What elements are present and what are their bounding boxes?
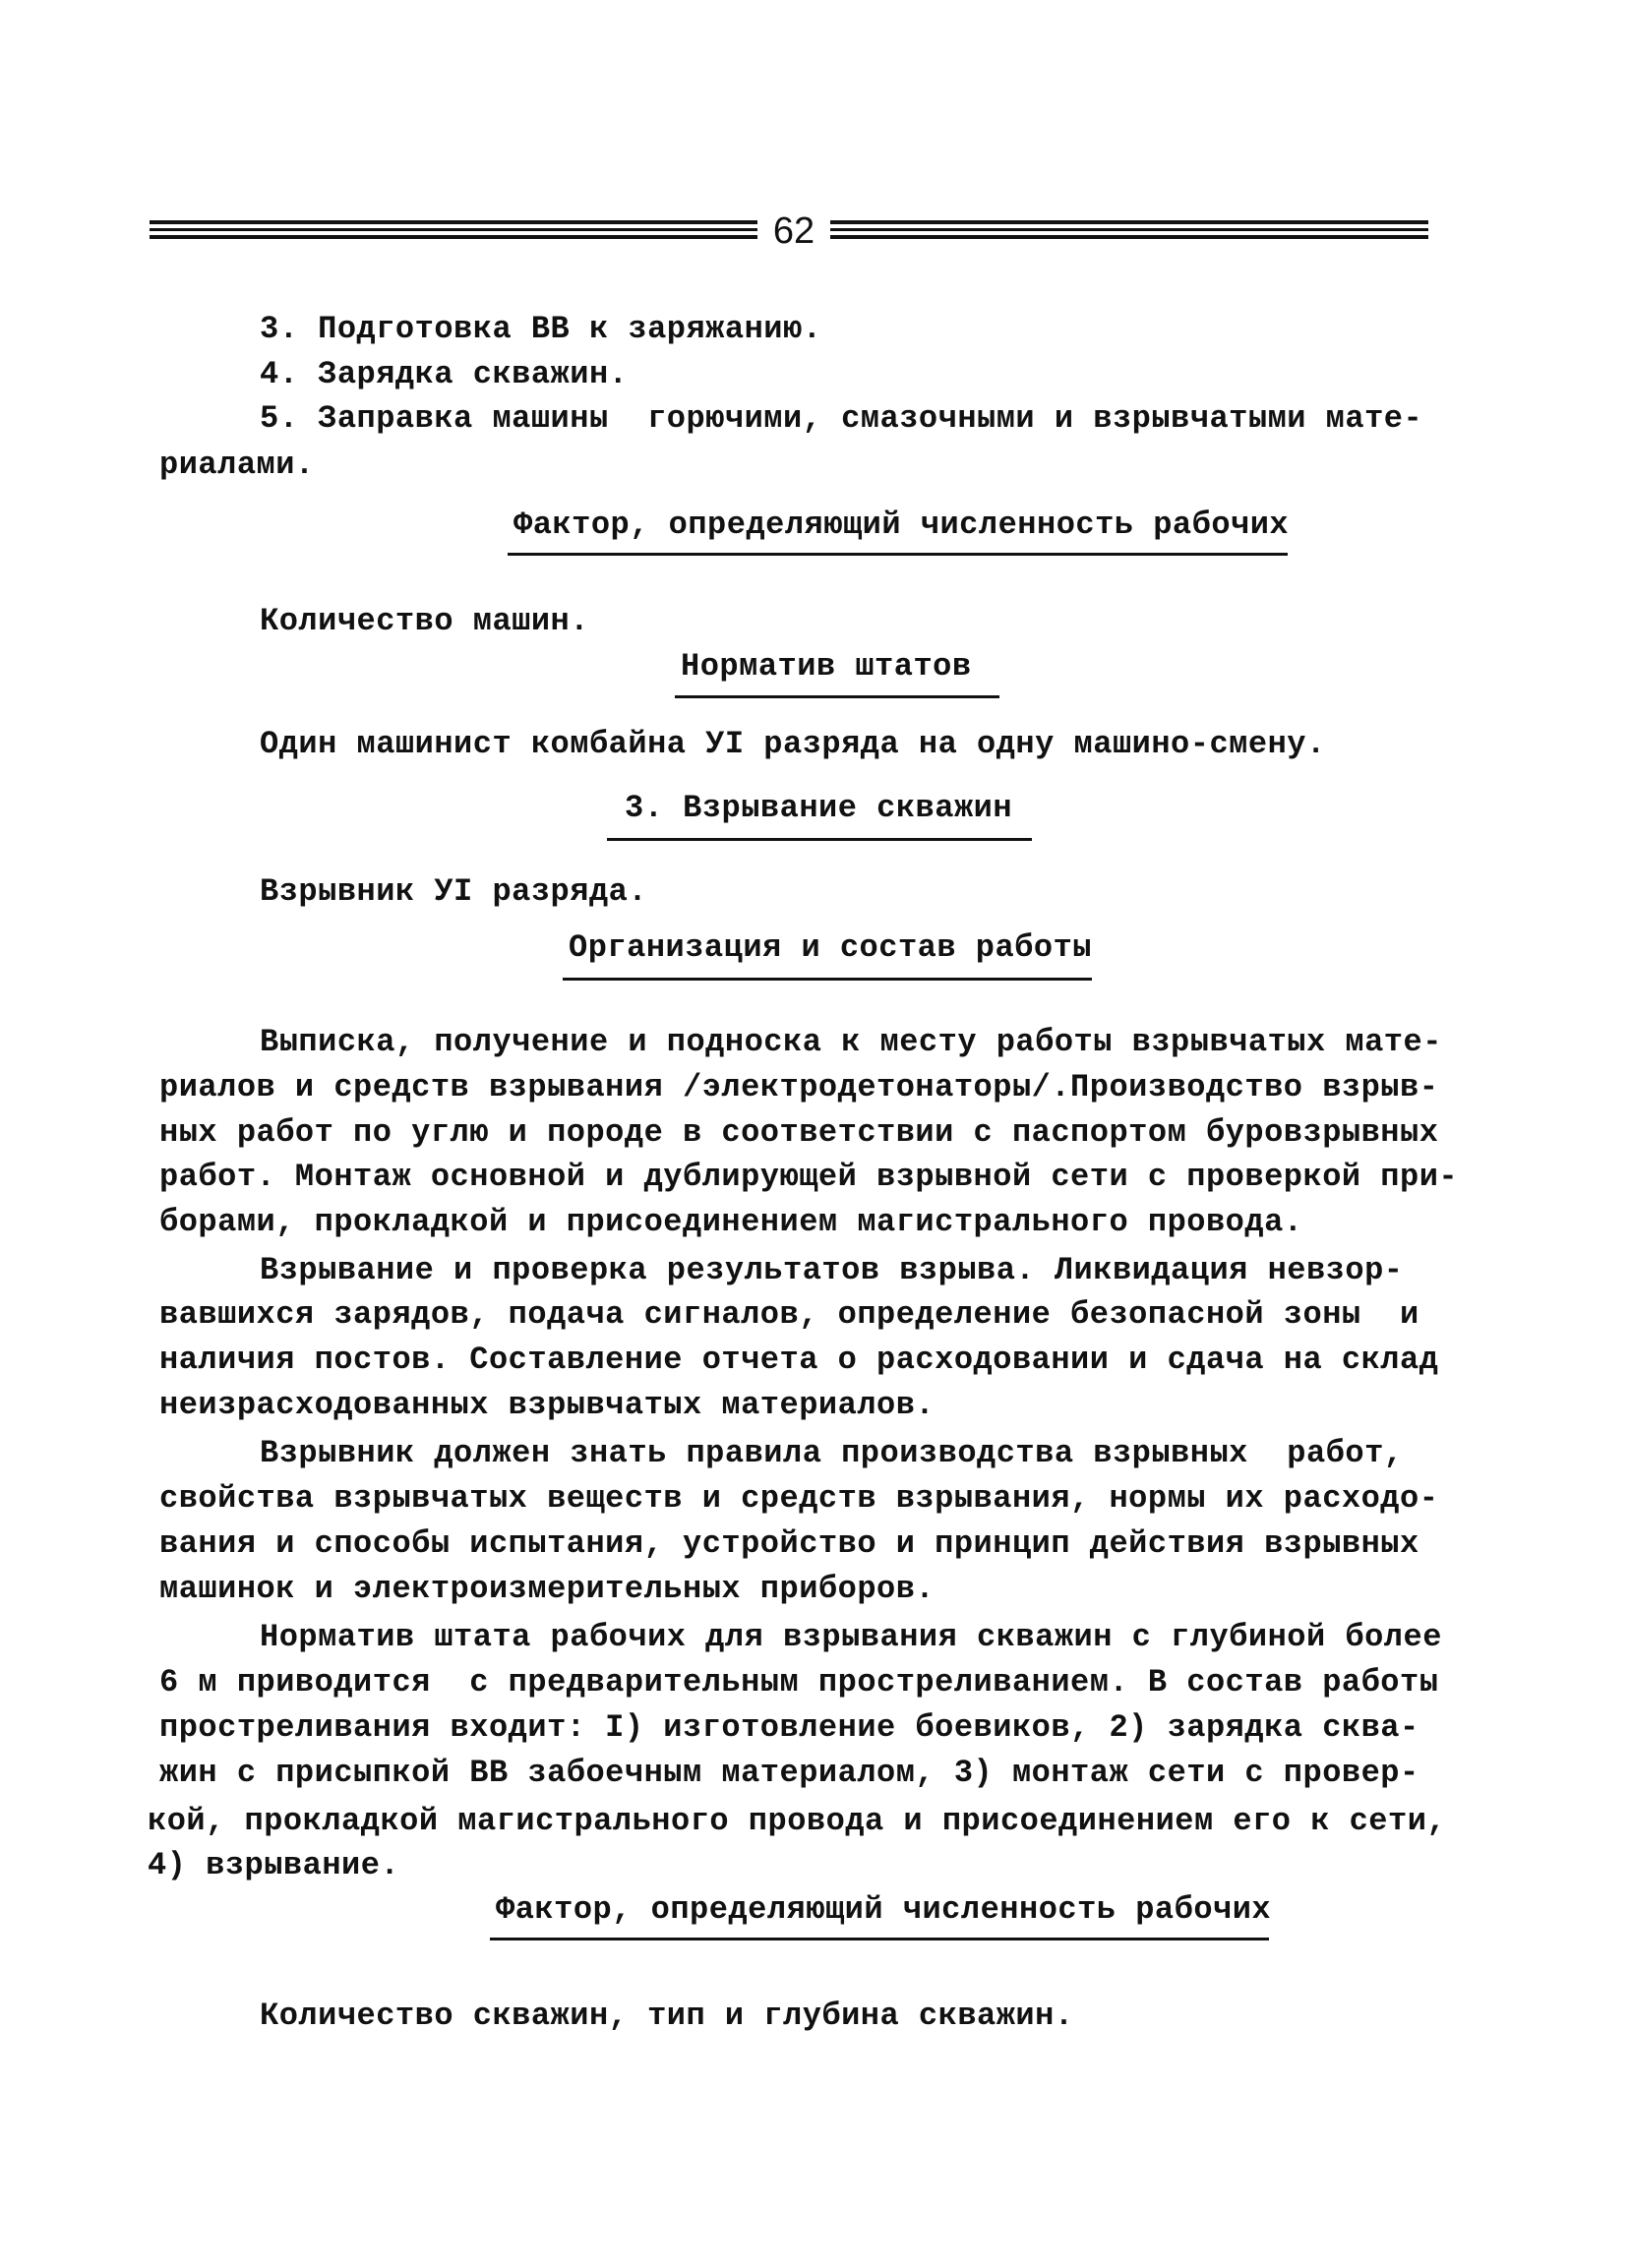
heading-underline bbox=[563, 978, 1092, 981]
paragraph-line: ных работ по углю и породе в соответствии с паспортом буровзрывных bbox=[159, 1114, 1439, 1151]
heading-underline bbox=[490, 1938, 1269, 1940]
section-heading: Фактор, определяющий численность рабочих bbox=[496, 1891, 1272, 1928]
list-item-continuation: риалами. bbox=[159, 447, 315, 483]
section-heading: Фактор, определяющий численность рабочих bbox=[513, 507, 1290, 543]
header-rule-left bbox=[150, 220, 757, 240]
page-number: 62 bbox=[772, 210, 815, 252]
heading-underline bbox=[607, 838, 1032, 841]
list-item: 4. Зарядка скважин. bbox=[260, 356, 629, 392]
paragraph-line: машинок и электроизмерительных приборов. bbox=[159, 1571, 936, 1607]
paragraph-line: Норматив штата рабочих для взрывания скважин с глубиной более bbox=[260, 1619, 1442, 1655]
paragraph-line: вания и способы испытания, устройство и принцип действия взрывных bbox=[159, 1525, 1419, 1562]
section-heading: Норматив штатов bbox=[681, 648, 972, 685]
paragraph-line: жин с присыпкой ВВ забоечным материалом, 3) монтаж сети с провер- bbox=[159, 1755, 1419, 1791]
paragraph-line: борами, прокладкой и присоединением магистрального провода. bbox=[159, 1204, 1303, 1240]
paragraph-line: риалов и средств взрывания /электродетонаторы/.Производство взрыв- bbox=[159, 1069, 1439, 1105]
section-heading: Организация и состав работы bbox=[569, 929, 1092, 966]
list-item: 5. Заправка машины горючими, смазочными и взрывчатыми мате- bbox=[260, 400, 1423, 437]
paragraph-line: 6 м приводится с предварительным простреливанием. В состав работы bbox=[159, 1664, 1439, 1701]
paragraph-line: 4) взрывание. bbox=[148, 1847, 400, 1883]
paragraph-line: Взрывание и проверка результатов взрыва. Ликвидация невзор- bbox=[260, 1252, 1404, 1288]
paragraph-line: Выписка, получение и подноска к месту работы взрывчатых мате- bbox=[260, 1024, 1442, 1060]
paragraph-line: свойства взрывчатых веществ и средств взрывания, нормы их расходо- bbox=[159, 1480, 1439, 1517]
heading-underline bbox=[508, 553, 1288, 556]
section-heading: 3. Взрывание скважин bbox=[625, 790, 1013, 826]
page-header bbox=[150, 207, 1428, 256]
paragraph-line: Взрывник должен знать правила производства взрывных работ, bbox=[260, 1435, 1404, 1471]
body-text: Один машинист комбайна УI разряда на одну машино-смену. bbox=[260, 726, 1326, 762]
paragraph-line: неизрасходованных взрывчатых материалов. bbox=[159, 1387, 936, 1423]
paragraph-line: наличия постов. Составление отчета о расходовании и сдача на склад bbox=[159, 1342, 1439, 1378]
body-text: Взрывник УI разряда. bbox=[260, 873, 648, 910]
header-rule-right bbox=[830, 220, 1428, 240]
paragraph-line: кой, прокладкой магистрального провода и присоединением его к сети, bbox=[148, 1803, 1447, 1839]
body-text: Количество скважин, тип и глубина скважин. bbox=[260, 1998, 1074, 2034]
list-item: 3. Подготовка ВВ к заряжанию. bbox=[260, 311, 822, 347]
paragraph-line: простреливания входит: I) изготовление боевиков, 2) зарядка сква- bbox=[159, 1709, 1419, 1746]
paragraph-line: вавшихся зарядов, подача сигналов, определение безопасной зоны и bbox=[159, 1296, 1419, 1333]
paragraph-line: работ. Монтаж основной и дублирующей взрывной сети с проверкой при- bbox=[159, 1159, 1459, 1195]
heading-underline bbox=[675, 695, 999, 698]
body-text: Количество машин. bbox=[260, 603, 589, 639]
